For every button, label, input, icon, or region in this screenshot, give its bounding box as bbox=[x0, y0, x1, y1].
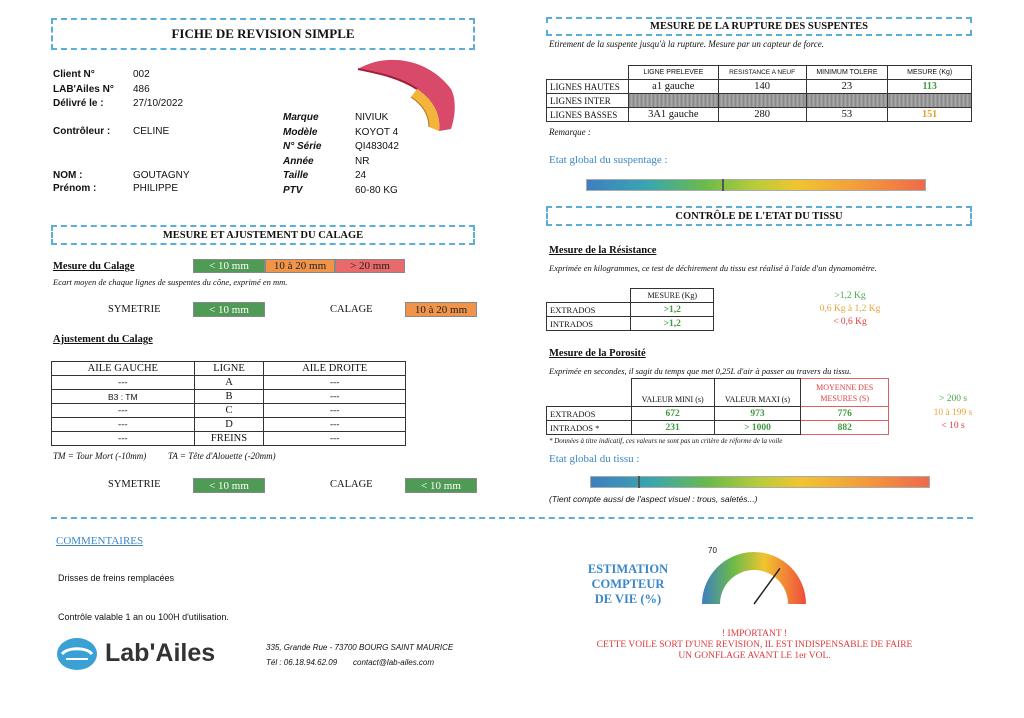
cell-ligne: C bbox=[194, 404, 264, 418]
important-label: ! IMPORTANT ! bbox=[722, 629, 787, 639]
table-row bbox=[52, 432, 406, 446]
col-aile-droite: AILE DROITE bbox=[264, 362, 406, 376]
calage2-badge: < 10 mm bbox=[405, 478, 477, 493]
cell-right: --- bbox=[264, 418, 406, 432]
cell-neuf: 140 bbox=[718, 80, 806, 94]
resistance-header bbox=[547, 289, 714, 303]
person-labels bbox=[53, 169, 96, 195]
email: contact@lab-ailes.com bbox=[353, 658, 435, 667]
row-label: INTRADOS bbox=[547, 317, 631, 331]
client-values bbox=[133, 68, 183, 112]
col-mesure: MESURE (Kg) bbox=[888, 66, 972, 80]
title-box bbox=[51, 18, 475, 50]
symetrie1-label: SYMETRIE bbox=[108, 304, 161, 315]
logo-text: Lab'Ailes bbox=[105, 639, 216, 667]
remarque: Remarque : bbox=[549, 127, 591, 137]
modele-value: KOYOT 4 bbox=[355, 126, 399, 138]
nom-label: NOM : bbox=[53, 170, 83, 181]
col-minimum: MINIMUM TOLERE bbox=[806, 66, 888, 80]
col-mini: VALEUR MINI (s) bbox=[631, 379, 714, 407]
porosite-table bbox=[546, 378, 889, 435]
mesure-calage-heading: Mesure du Calage bbox=[53, 261, 135, 272]
table-row bbox=[547, 407, 889, 421]
cell-left: --- bbox=[52, 432, 195, 446]
resistance-table bbox=[546, 288, 714, 331]
modele-label: Modèle bbox=[283, 126, 318, 138]
legend-good: > 200 s bbox=[938, 394, 968, 404]
gauge-needle bbox=[754, 568, 780, 604]
col-ligne-prelevee: LIGNE PRELEVEE bbox=[628, 66, 718, 80]
cell-ligne: D bbox=[194, 418, 264, 432]
ptv-value: 60-80 KG bbox=[355, 184, 398, 196]
legend-bad: < 0,6 Kg bbox=[833, 317, 867, 327]
cell-moyenne: 776 bbox=[801, 407, 889, 421]
table-row bbox=[547, 108, 972, 122]
labailes-label: LAB'Ailes N° bbox=[53, 83, 114, 95]
suspentage-marker bbox=[722, 179, 724, 191]
legend-green: < 10 mm bbox=[193, 259, 265, 273]
cell-right: --- bbox=[264, 390, 406, 404]
estimation-line-2: COMPTEUR bbox=[591, 577, 665, 591]
tissu-marker bbox=[638, 476, 640, 488]
paraglider-image bbox=[355, 55, 460, 133]
marque-value: NIVIUK bbox=[355, 112, 389, 123]
delivre-value: 27/10/2022 bbox=[133, 98, 184, 109]
legend-medium: 10 à 199 s bbox=[933, 407, 973, 418]
porosite-footnote: * Données à titre indicatif, ces valeurs ne sont pas un critère de réforme de la voile bbox=[549, 437, 783, 445]
controleur-value: CELINE bbox=[133, 126, 170, 137]
rupture-note: Etirement de la suspente jusqu'à la rupture. Mesure par un capteur de force. bbox=[549, 39, 825, 49]
symetrie1-badge: < 10 mm bbox=[193, 302, 265, 317]
cell-ligne: 3A1 gauche bbox=[628, 108, 718, 122]
labailes-logo-icon bbox=[56, 637, 98, 671]
ptv-label: PTV bbox=[283, 184, 303, 196]
cell-left: B3 : TM bbox=[52, 390, 195, 404]
cell-ligne: a1 gauche bbox=[628, 80, 718, 94]
calage1-label: CALAGE bbox=[330, 304, 373, 315]
cell-value: >1,2 bbox=[631, 317, 714, 331]
porosite-header bbox=[547, 379, 889, 407]
legend-red: > 20 mm bbox=[335, 259, 405, 273]
tissu-title: CONTRÔLE DE L'ETAT DU TISSU bbox=[675, 210, 843, 222]
resistance-note: Exprimée en kilogrammes, ce test de déchirement du tissu est réalisé à l'aide d'un dynamomètre. bbox=[549, 263, 877, 273]
suspentage-bar bbox=[586, 179, 926, 191]
tissu-bar bbox=[590, 476, 930, 488]
tm-note: TM = Tour Mort (-10mm) bbox=[53, 451, 147, 461]
porosite-legend bbox=[918, 393, 988, 434]
table-row bbox=[547, 303, 714, 317]
comment-1: Drisses de freins remplacées bbox=[58, 573, 175, 583]
col-resistance-neuf: RESISTANCE A NEUF bbox=[718, 66, 806, 80]
col-aile-gauche: AILE GAUCHE bbox=[52, 362, 195, 376]
table-row bbox=[52, 390, 406, 404]
symetrie2-label: SYMETRIE bbox=[108, 479, 161, 490]
estimation-line-3: DE VIE (%) bbox=[594, 592, 662, 606]
cell-ligne bbox=[628, 94, 718, 108]
cell-maxi: > 1000 bbox=[714, 421, 801, 435]
cell-moyenne: 882 bbox=[801, 421, 889, 435]
annee-value: NR bbox=[355, 155, 370, 167]
nom-value: GOUTAGNY bbox=[133, 170, 190, 181]
legend-orange: 10 à 20 mm bbox=[265, 259, 335, 273]
legend-medium: 0,6 Kg à 1,2 Kg bbox=[819, 304, 881, 314]
address: 335, Grande Rue - 73700 BOURG SAINT MAURICE bbox=[266, 643, 454, 652]
taille-label: Taille bbox=[283, 170, 309, 181]
ecart-note: Ecart moyen de chaque lignes de suspentes du cône, exprimé en mm. bbox=[53, 277, 288, 287]
row-label: INTRADOS * bbox=[547, 421, 632, 435]
prenom-value: PHILIPPE bbox=[133, 183, 179, 194]
calage1-badge: 10 à 20 mm bbox=[405, 302, 477, 317]
delivre-label: Délivré le : bbox=[53, 98, 104, 109]
warning-line-2: UN GONFLAGE AVANT LE 1er VOL. bbox=[678, 651, 831, 661]
cell-min: 53 bbox=[806, 108, 888, 122]
rupture-header bbox=[547, 66, 972, 80]
annee-label: Année bbox=[283, 155, 314, 167]
col-mesure-kg: MESURE (Kg) bbox=[631, 289, 714, 303]
symetrie2-badge: < 10 mm bbox=[193, 478, 265, 493]
rupture-title: MESURE DE LA RUPTURE DES SUSPENTES bbox=[650, 21, 868, 32]
labailes-value: 486 bbox=[133, 83, 150, 95]
col-maxi: VALEUR MAXI (s) bbox=[714, 379, 801, 407]
legend-bad: < 10 s bbox=[941, 421, 965, 431]
table-row bbox=[52, 418, 406, 432]
cell-left: --- bbox=[52, 418, 195, 432]
blank-cell bbox=[547, 289, 631, 303]
cell-ligne: FREINS bbox=[194, 432, 264, 446]
etat-suspentage-label: Etat global du suspentage : bbox=[549, 154, 668, 166]
serie-label: N° Série bbox=[283, 141, 322, 152]
tissu-title-box bbox=[546, 206, 972, 226]
calage-title: MESURE ET AJUSTEMENT DU CALAGE bbox=[162, 229, 364, 241]
cell-mesure bbox=[888, 94, 972, 108]
calage-table bbox=[51, 361, 406, 446]
serie-value: QI483042 bbox=[355, 141, 399, 152]
rupture-title-box bbox=[546, 17, 972, 36]
marque-label: Marque bbox=[283, 112, 319, 123]
table-row bbox=[52, 404, 406, 418]
calage-table-header bbox=[52, 362, 406, 376]
page-title: FICHE DE REVISION SIMPLE bbox=[171, 26, 355, 41]
taille-value: 24 bbox=[355, 170, 367, 181]
cell-left: --- bbox=[52, 376, 195, 390]
resistance-legend bbox=[800, 290, 900, 329]
commentaires-heading: COMMENTAIRES bbox=[56, 535, 144, 547]
cell-mesure: 113 bbox=[888, 80, 972, 94]
cell-maxi: 973 bbox=[714, 407, 801, 421]
cell-mini: 672 bbox=[631, 407, 714, 421]
client-labels bbox=[53, 68, 114, 112]
table-row bbox=[52, 376, 406, 390]
etat-tissu-label: Etat global du tissu : bbox=[549, 453, 640, 465]
comment-2: Contrôle valable 1 an ou 100H d'utilisation. bbox=[58, 612, 229, 622]
warning-block bbox=[577, 629, 932, 662]
cell-neuf: 280 bbox=[718, 108, 806, 122]
cell-min bbox=[806, 94, 888, 108]
cell-right: --- bbox=[264, 376, 406, 390]
table-row bbox=[547, 80, 972, 94]
cell-left: --- bbox=[52, 404, 195, 418]
table-row bbox=[547, 94, 972, 108]
prenom-label: Prénom : bbox=[53, 183, 97, 194]
ta-note: TA = Tête d'Alouette (-20mm) bbox=[168, 451, 276, 461]
client-label: Client N° bbox=[53, 69, 95, 80]
cell-mini: 231 bbox=[631, 421, 714, 435]
resistance-heading: Mesure de la Résistance bbox=[549, 245, 657, 256]
tissu-note: (Tient compte aussi de l'aspect visuel : trous, saletés...) bbox=[549, 494, 758, 504]
cell-neuf bbox=[718, 94, 806, 108]
warning-line-1: CETTE VOILE SORT D'UNE REVISION, IL EST INDISPENSABLE DE FAIRE bbox=[596, 640, 913, 650]
client-value: 002 bbox=[133, 69, 150, 80]
cell-min: 23 bbox=[806, 80, 888, 94]
porosite-heading: Mesure de la Porosité bbox=[549, 348, 646, 359]
blank-cell bbox=[547, 66, 629, 80]
row-label: EXTRADOS bbox=[547, 303, 631, 317]
row-label: LIGNES BASSES bbox=[547, 108, 629, 122]
row-label: LIGNES INTER bbox=[547, 94, 629, 108]
row-label: LIGNES HAUTES bbox=[547, 80, 629, 94]
separator bbox=[51, 517, 973, 519]
porosite-note: Exprimée en secondes, il sagit du temps que met 0,25L d'air à passer au travers du tissu. bbox=[549, 366, 852, 376]
cell-right: --- bbox=[264, 432, 406, 446]
col-ligne: LIGNE bbox=[194, 362, 264, 376]
cell-ligne: A bbox=[194, 376, 264, 390]
cell-right: --- bbox=[264, 404, 406, 418]
rupture-table bbox=[546, 65, 972, 122]
ajustement-heading: Ajustement du Calage bbox=[53, 334, 153, 345]
table-row bbox=[547, 317, 714, 331]
glider-labels bbox=[283, 111, 321, 198]
calage-title-box bbox=[51, 225, 475, 245]
gauge-value-label: 70 bbox=[708, 546, 717, 555]
estimation-label bbox=[578, 562, 678, 607]
col-moyenne: MOYENNE DES MESURES (S) bbox=[801, 379, 889, 407]
controleur-label: Contrôleur : bbox=[53, 126, 111, 137]
estimation-line-1: ESTIMATION bbox=[587, 562, 669, 576]
legend-good: >1,2 Kg bbox=[834, 291, 866, 301]
cell-value: >1,2 bbox=[631, 303, 714, 317]
life-gauge bbox=[698, 548, 810, 606]
table-row bbox=[547, 421, 889, 435]
row-label: EXTRADOS bbox=[547, 407, 632, 421]
cell-ligne: B bbox=[194, 390, 264, 404]
blank-cell bbox=[547, 379, 632, 407]
cell-mesure: 151 bbox=[888, 108, 972, 122]
person-values bbox=[133, 169, 189, 195]
calage2-label: CALAGE bbox=[330, 479, 373, 490]
telephone: Tél : 06.18.94.62.09 bbox=[266, 658, 338, 667]
